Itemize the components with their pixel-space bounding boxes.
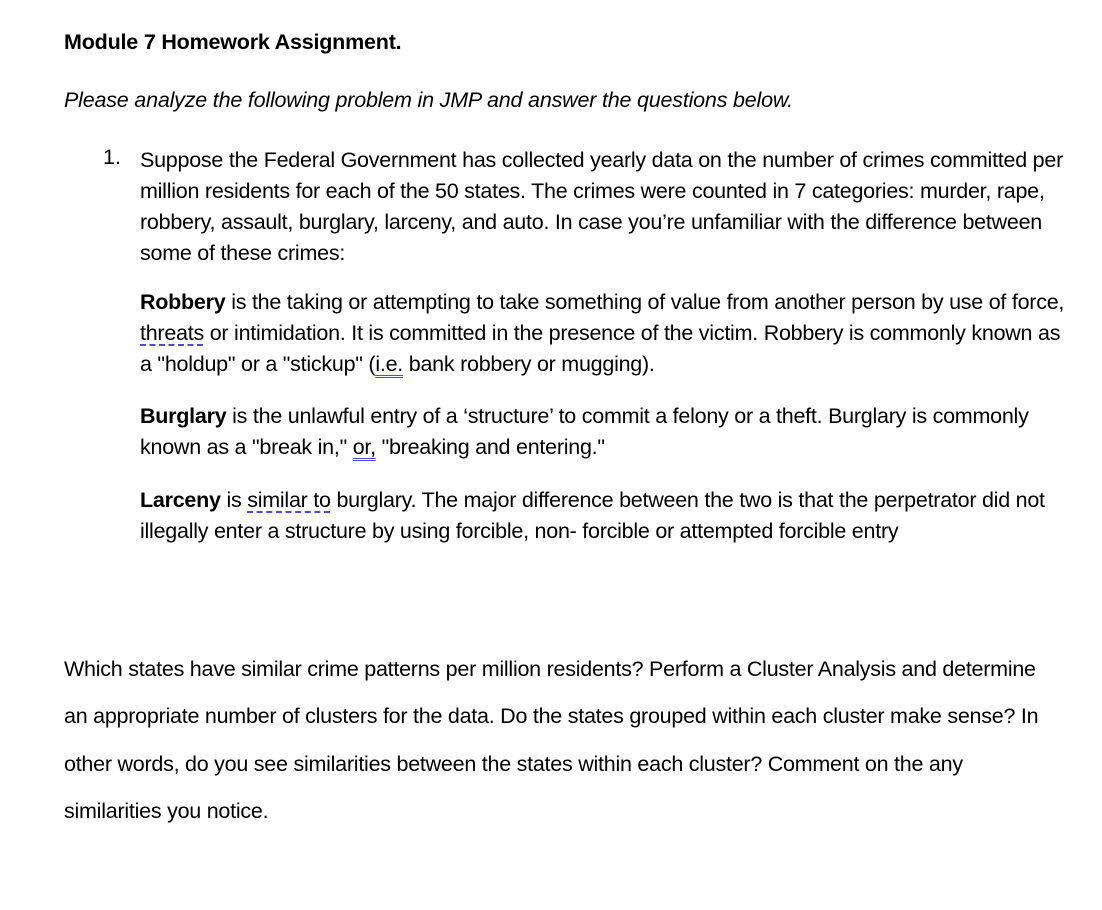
- instructions-text: Please analyze the following problem in JMP and answer the questions below.: [64, 88, 793, 112]
- robbery-text-b: or intimidation. It is committed in the presence of the victim. Robbery is commonly known as a "holdup" or a "stickup" (: [140, 321, 1061, 376]
- problem-number: 1.: [103, 145, 121, 169]
- definition-robbery: [140, 287, 1070, 380]
- burglary-text-b: "breaking and entering.": [375, 435, 605, 459]
- definition-larceny: [140, 485, 1070, 547]
- problem-intro: Suppose the Federal Government has collected yearly data on the number of crimes committed per million residents for each of the 50 states. The crimes were counted in 7 categories: murder, rape, robbery, assault, burglary, larceny, and auto. In case you’re unfamiliar with the difference between some of these crimes:: [140, 148, 1063, 265]
- larceny-text-b: burglary. The major difference between the two is that the perpetrator did not illegally enter a structure by using forcible, non- forcible or attempted forcible entry: [140, 488, 1045, 543]
- question-text: Which states have similar crime patterns per million residents? Perform a Cluster Analysis and determine an appropriate number of clusters for the data. Do the states grouped within each cluster make sense? In other words, do you see similarities between the states within each cluster? Comment on the any similarities you notice.: [64, 657, 1039, 823]
- page-title: Module 7 Homework Assignment.: [64, 30, 402, 54]
- grammar-flag-similar-to[interactable]: similar to: [247, 488, 331, 512]
- burglary-text-a: is the unlawful entry of a ‘structure’ to commit a felony or a theft. Burglary is commonly known as a "break in,": [140, 404, 1029, 459]
- term-robbery: Robbery: [140, 290, 226, 314]
- term-larceny: Larceny: [140, 488, 221, 512]
- grammar-flag-threats[interactable]: threats: [140, 321, 204, 345]
- robbery-text-c: bank robbery or mugging).: [403, 352, 655, 376]
- definition-burglary: [140, 401, 1070, 463]
- term-burglary: Burglary: [140, 404, 227, 428]
- larceny-text-a: is: [220, 488, 248, 512]
- grammar-flag-ie[interactable]: i.e.: [375, 352, 404, 376]
- robbery-text-a: is the taking or attempting to take something of value from another person by use of force,: [225, 290, 1065, 314]
- grammar-flag-or[interactable]: or,: [352, 435, 376, 459]
